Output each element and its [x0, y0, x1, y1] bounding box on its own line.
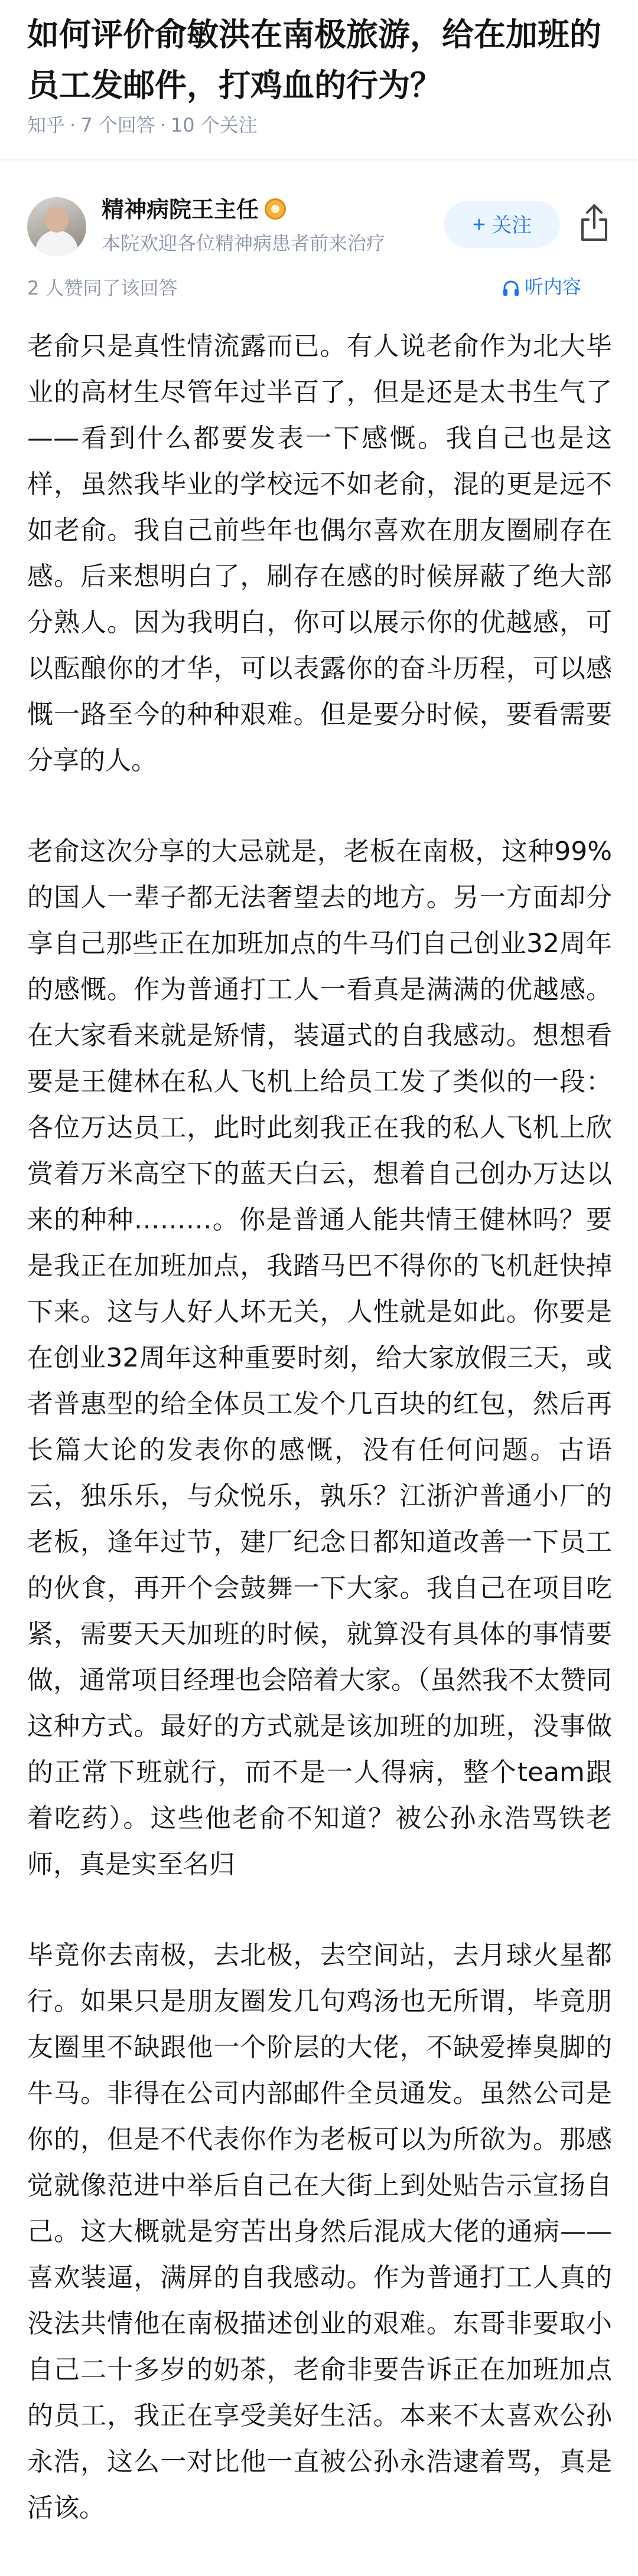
upvote-count: 2 人赞同了该回答 — [27, 277, 178, 299]
author-name-row[interactable] — [102, 194, 286, 225]
plus-icon: + — [472, 213, 486, 237]
share-icon[interactable] — [577, 202, 612, 244]
answer-body — [27, 323, 612, 2576]
meta-separator: · — [70, 114, 76, 136]
follow-button[interactable] — [444, 201, 560, 248]
headphone-icon — [502, 279, 520, 297]
meta-separator: · — [160, 114, 166, 136]
source-label[interactable]: 知乎 — [27, 114, 66, 136]
follower-count[interactable]: 10 个关注 — [170, 114, 258, 136]
avatar[interactable] — [27, 197, 86, 256]
listen-label: 听内容 — [525, 276, 582, 298]
avatar-coat — [35, 230, 78, 256]
answer-paragraph: 老俞这次分享的大忌就是，老板在南极，这种99%的国人一辈子都无法奢望去的地方。另一方面却分享自己那些正在加班加点的牛马们自己创业32周年的感慨。作为普通打工人一看真是满满的优越感。在大家看来就是矫情，装逼式的自我感动。想想看要是王健林在私人飞机上给员工发了类似的一段：各位万达员工，此时此刻我正在我的私人飞机上欣赏着万米高空下的蓝天白云，想着自己创办万达以来的种种………。你是普通人能共情王健林吗？要是我正在加班加点，我踏马巴不得你的飞机赶快掉下来。这与人好人坏无关，人性就是如此。你要是在创业32周年这种重要时刻，给大家放假三天，或者普惠型的给全体员工发个几百块的红包，然后再长篇大论的发表你的感慨，没有任何问题。古语云，独乐乐，与众悦乐，孰乐？江浙沪普通小厂的老板，逢年过节，建厂纪念日都知道改善一下员工的伙食，再开个会鼓舞一下大家。我自己在项目吃紧，需要天天加班的时候，就算没有具体的事情要做，通常项目经理也会陪着大家。（虽然我不太赞同这种方式。最好的方式就是该加班的加班，没事做的正常下班就行，而不是一人得病，整个team跟着吃药）。这些他老俞不知道？被公孙永浩骂铁老师，真是实至名归 — [27, 836, 612, 1879]
question-title[interactable]: 如何评价俞敏洪在南极旅游，给在加班的员工发邮件，打鸡血的行为？ — [27, 16, 601, 104]
author-card — [27, 189, 612, 266]
author-bio: 本院欢迎各位精神病患者前来治疗 — [102, 232, 386, 254]
answer-paragraph: 老俞只是真性情流露而已。有人说老俞作为北大毕业的高材生尽管年过半百了，但是还是太书生气了——看到什么都要发表一下感慨。我自己也是这样，虽然我毕业的学校远不如老俞，混的更是远不如老俞。我自己前些年也偶尔喜欢在朋友圈刷存在感。后来想明白了，刷存在感的时候屏蔽了绝大部分熟人。因为我明白，你可以展示你的优越感，可以酝酿你的才华，可以表露你的奋斗历程，可以感慨一路至今的种种艰难。但是要分时候，要看需要分享的人。 — [27, 331, 612, 776]
badge-icon — [265, 198, 286, 220]
divider — [0, 159, 638, 161]
author-name[interactable]: 精神病院王主任 — [102, 197, 259, 223]
answer-paragraph: 毕竟你去南极，去北极，去空间站，去月球火星都行。如果只是朋友圈发几句鸡汤也无所谓，毕竟朋友圈里不缺跟他一个阶层的大佬，不缺爱捧臭脚的牛马。非得在公司内部邮件全员通发。虽然公司是你的，但是不代表你作为老板可以为所欲为。那感觉就像范进中举后自己在大街上到处贴告示宣扬自己。这大概就是穷苦出身然后混成大佬的通病——喜欢装逼，满屏的自我感动。作为普通打工人真的没法共情他在南极描述创业的艰难。东哥非要取小自己二十多岁的奶茶，老俞非要告诉正在加班加点的员工，我正在享受美好生活。本来不太喜欢公孙永浩，这么一对比他一直被公孙永浩逮着骂，真是活该。 — [27, 1940, 612, 2523]
avatar-head — [45, 207, 69, 233]
listen-button[interactable] — [502, 273, 581, 301]
answer-count[interactable]: 7 个回答 — [80, 114, 155, 136]
follow-label: 关注 — [491, 214, 532, 237]
question-meta — [27, 111, 258, 139]
